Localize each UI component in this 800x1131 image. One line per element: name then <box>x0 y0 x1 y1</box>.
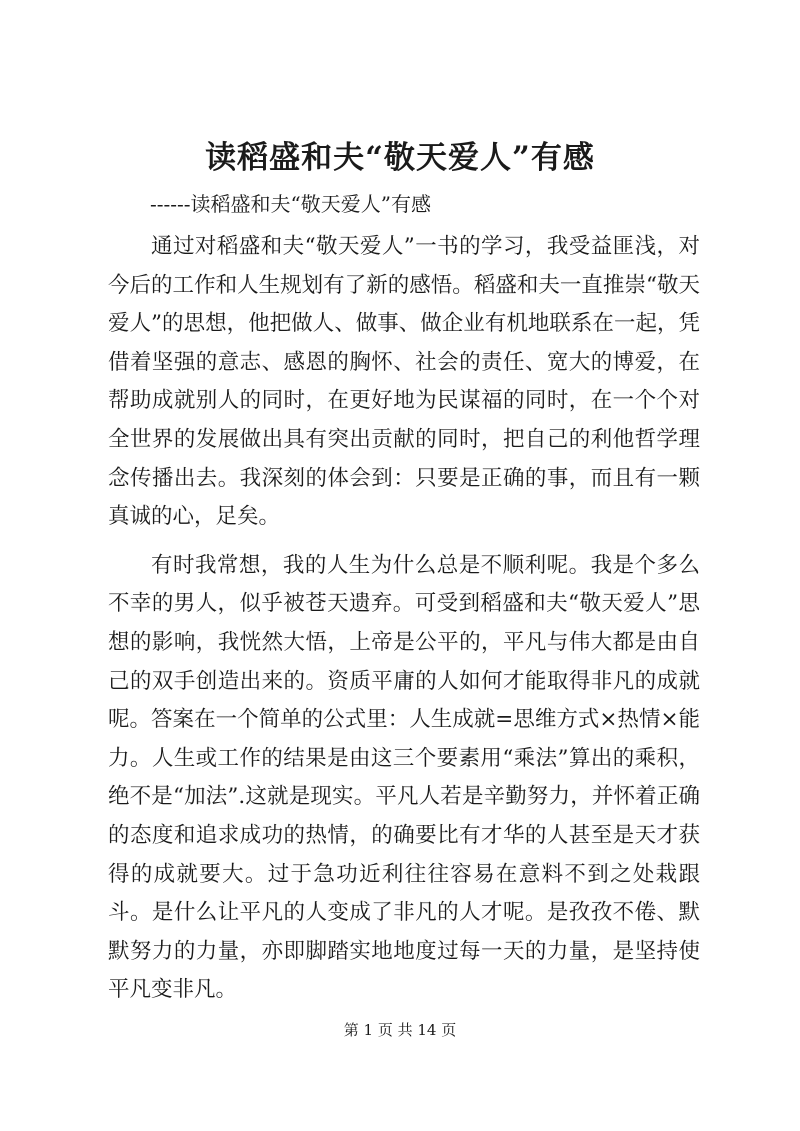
paragraph-1: 通过对稻盛和夫“敬天爱人”一书的学习，我受益匪浅，对今后的工作和人生规划有了新的感悟。稻盛和夫一直推崇“敬天爱人”的思想，他把做人、做事、做企业有机地联系在一起，凭借着坚强的意志、感恩的胸怀、社会的责任、宽大的博爱，在帮助成就别人的同时，在更好地为民谋福的同时，在一个个对全世界的发展做出具有突出贡献的同时，把自己的利他哲学理念传播出去。我深刻的体会到：只要是正确的事，而且有一颗真诚的心，足矣。 <box>108 234 700 530</box>
document-subtitle: ------读稻盛和夫“敬天爱人”有感 <box>150 192 431 216</box>
paragraph-2: 有时我常想，我的人生为什么总是不顺利呢。我是个多么不幸的男人，似乎被苍天遗弃。可受到稻盛和夫“敬天爱人”思想的影响，我恍然大悟，上帝是公平的，平凡与伟大都是由自己的双手创造出来的。资质平庸的人如何才能取得非凡的成就呢。答案在一个简单的公式里：人生成就=思维方式×热情×能力。人生或工作的结果是由这三个要素用“乘法”算出的乘积，绝不是“加法”.这就是现实。平凡人若是辛勤努力，并怀着正确的态度和追求成功的热情，的确要比有才华的人甚至是天才获得的成就要大。过于急功近利往往容易在意料不到之处栽跟斗。是什么让平凡的人变成了非凡的人才呢。是孜孜不倦、默默努力的力量，亦即脚踏实地地度过每一天的力量，是坚持使平凡变非凡。 <box>108 552 700 1003</box>
document-body <box>108 228 700 1020</box>
document-title: 读稻盛和夫“敬天爱人”有感 <box>205 140 595 176</box>
page-number-footer: 第 1 页 共 14 页 <box>343 1021 457 1039</box>
